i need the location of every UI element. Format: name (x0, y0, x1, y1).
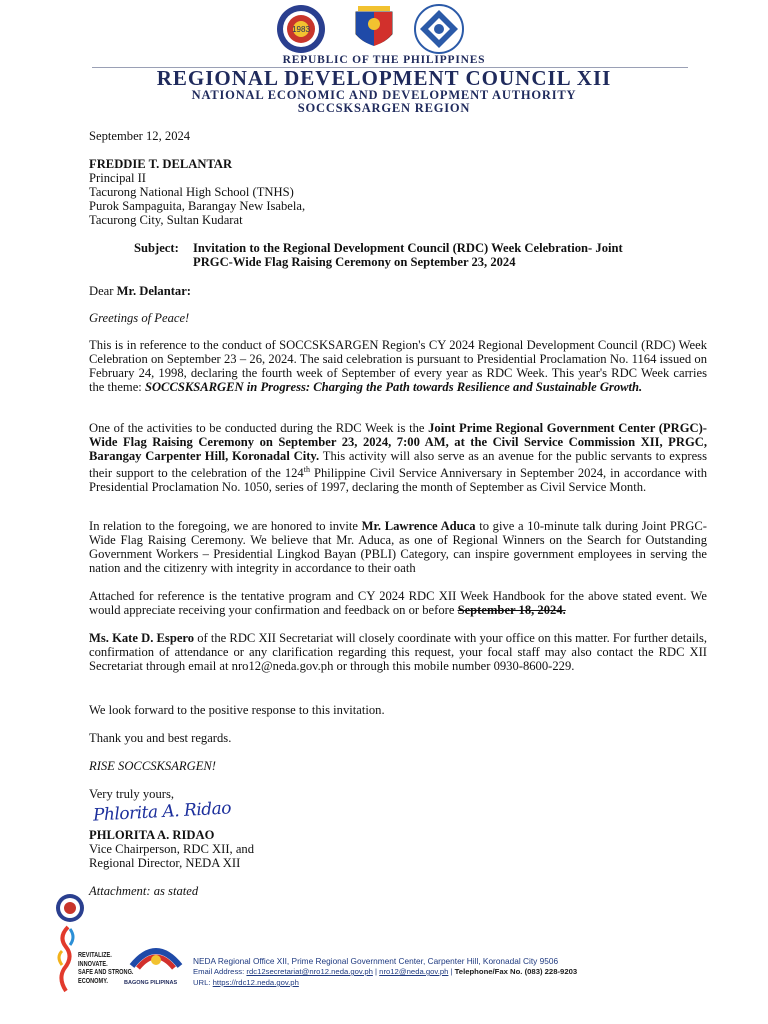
region-name: SOCCSKSARGEN REGION (297, 101, 471, 115)
subject-line-2: PRGC-Wide Flag Raising Ceremony on September 23, 2024 (193, 255, 516, 269)
council-name: REGIONAL DEVELOPMENT COUNCIL XII (156, 66, 612, 90)
salutation (89, 284, 191, 298)
email-link-secretariat[interactable]: rdc12secretariat@nro12.neda.gov.ph (246, 967, 373, 976)
bagong-pilipinas-logo-icon (128, 940, 184, 974)
p2-rest-b: Philippine Civil Service Anniversary in September 2024, in accordance with Presidential Proclamation No. 1050, series of 1997, declaring the month of September as Civil Service Month. (89, 466, 707, 495)
rdc-seal-icon (276, 4, 326, 54)
email-separator-1: | (375, 967, 378, 976)
paragraph-5 (89, 631, 707, 673)
neda-seal-icon (414, 4, 464, 54)
recipient-position: Principal II (89, 171, 147, 185)
footer-email-row (193, 967, 577, 976)
p2-rest-a: This activity will also serve as an avenue for the public servants to express their support to the celebration of the 124 (89, 449, 707, 481)
recipient-name: FREDDIE T. DELANTAR (89, 157, 233, 171)
rdc-small-seal-icon (55, 893, 85, 923)
paragraph-2 (89, 421, 707, 494)
website-link[interactable]: https://rdc12.neda.gov.ph (212, 978, 299, 987)
p5-name: Ms. Kate D. Espero (89, 631, 195, 645)
greeting: Greetings of Peace! (89, 311, 190, 325)
attachment-note: Attachment: as stated (89, 884, 199, 898)
salutation-prefix: Dear (89, 284, 117, 298)
sign-off: Very truly yours, (89, 787, 174, 801)
p3-name: Mr. Lawrence Aduca (361, 519, 476, 533)
p2-intro: One of the activities to be conducted during the RDC Week is the (89, 421, 429, 435)
p2-event: Joint Prime Regional Government Center (PRGC)-Wide Flag Raising Ceremony on September 23, 2024, 7:00 AM, at the Civil Service Commission XII, PRGC, Barangay Carpenter Hill, Koronadal City. (89, 421, 707, 463)
email-label: Email Address: (193, 967, 245, 976)
recipient-address-1: Purok Sampaguita, Barangay New Isabela, (89, 199, 306, 213)
closing-line-2: Thank you and best regards. (89, 731, 232, 745)
paragraph-3 (89, 519, 707, 575)
republic-line: REPUBLIC OF THE PHILIPPINES (282, 54, 486, 66)
closing-line-1: We look forward to the positive response to this invitation. (89, 703, 385, 717)
p2-sup: th (303, 465, 310, 474)
p3-intro: In relation to the foregoing, we are honored to invite (89, 519, 362, 533)
recipient-school: Tacurong National High School (TNHS) (89, 185, 294, 199)
slogan-line-1: REVITALIZE. (78, 952, 112, 959)
recipient-address-2: Tacurong City, Sultan Kudarat (89, 213, 243, 227)
signatory-title-2: Regional Director, NEDA XII (89, 856, 241, 870)
subject-label: Subject: (134, 241, 179, 255)
p5-rest: of the RDC XII Secretariat will closely coordinate with your office on this matter. For further details, confirmation of attendance or any clarification regarding this request, your focal staff may also contact the RDC XII Secretariat through email at nro12@neda.gov.ph or through this mobile number 0930-8600-229. (89, 631, 707, 673)
footer-url-row (193, 978, 299, 987)
ribbon-logo-icon (56, 925, 78, 993)
slogan-line-2: INNOVATE. (78, 960, 108, 968)
seal-year: 1983 (292, 25, 310, 34)
p4-deadline: September 18, 2024. (457, 603, 566, 617)
email-separator-2: | (450, 967, 453, 976)
p1-text: This is in reference to the conduct of SOCCSKSARGEN Region's CY 2024 Regional Development Council (RDC) Week Celebration on September 23 – 26, 2024. The said celebration is pursuant to Presidential Proclamation No. 1164 issued on February 24, 1998, declaring the fourth week of September of every year as RDC Week. This year's RDC Week carries the theme: (89, 338, 707, 394)
bagong-pilipinas-label: BAGONG PILIPINAS (124, 980, 178, 986)
signature: Phlorita A. Ridao (92, 798, 232, 826)
authority-name: NATIONAL ECONOMIC AND DEVELOPMENT AUTHORITY (191, 88, 577, 102)
footer-office: NEDA Regional Office XII, Prime Regional Government Center, Carpenter Hill, Koronadal City 9506 (193, 956, 559, 966)
motto: RISE SOCCSKSARGEN! (89, 759, 216, 773)
paragraph-1 (89, 338, 707, 394)
p3-rest: to give a 10-minute talk during Joint PRGC-Wide Flag Raising Ceremony. We believe that Mr. Aduca, as one of Regional Winners on the Search for Outstanding Government Workers – Presidential Lingkod Bayan (PBLI) Category, can inspire government employees in serving the nation and the citizenry with integrity in accordance to their oath (89, 519, 707, 575)
salutation-name: Mr. Delantar: (116, 284, 192, 298)
slogan-line-3: SAFE AND STRONG. (78, 969, 134, 976)
signatory-name: PHLORITA A. RIDAO (89, 828, 215, 842)
footer-phone: Telephone/Fax No. (083) 228-9203 (454, 967, 578, 976)
p1-theme: SOCCSKSARGEN in Progress: Charging the Path towards Resilience and Sustainable Growth. (144, 380, 643, 394)
p4-text: Attached for reference is the tentative program and CY 2024 RDC XII Week Handbook for the above stated event. We would appreciate receiving your confirmation and feedback on or before (89, 589, 707, 617)
letter-date: September 12, 2024 (89, 129, 191, 143)
paragraph-4 (89, 589, 707, 617)
slogan-line-4: ECONOMY. (78, 977, 108, 985)
subject-line-1: Invitation to the Regional Development Council (RDC) Week Celebration- Joint (193, 241, 623, 255)
url-label: URL: (193, 978, 211, 987)
signatory-title-1: Vice Chairperson, RDC XII, and (89, 842, 255, 856)
philippine-coat-of-arms-icon (352, 4, 396, 54)
email-link-nro12[interactable]: nro12@neda.gov.ph (379, 967, 449, 976)
